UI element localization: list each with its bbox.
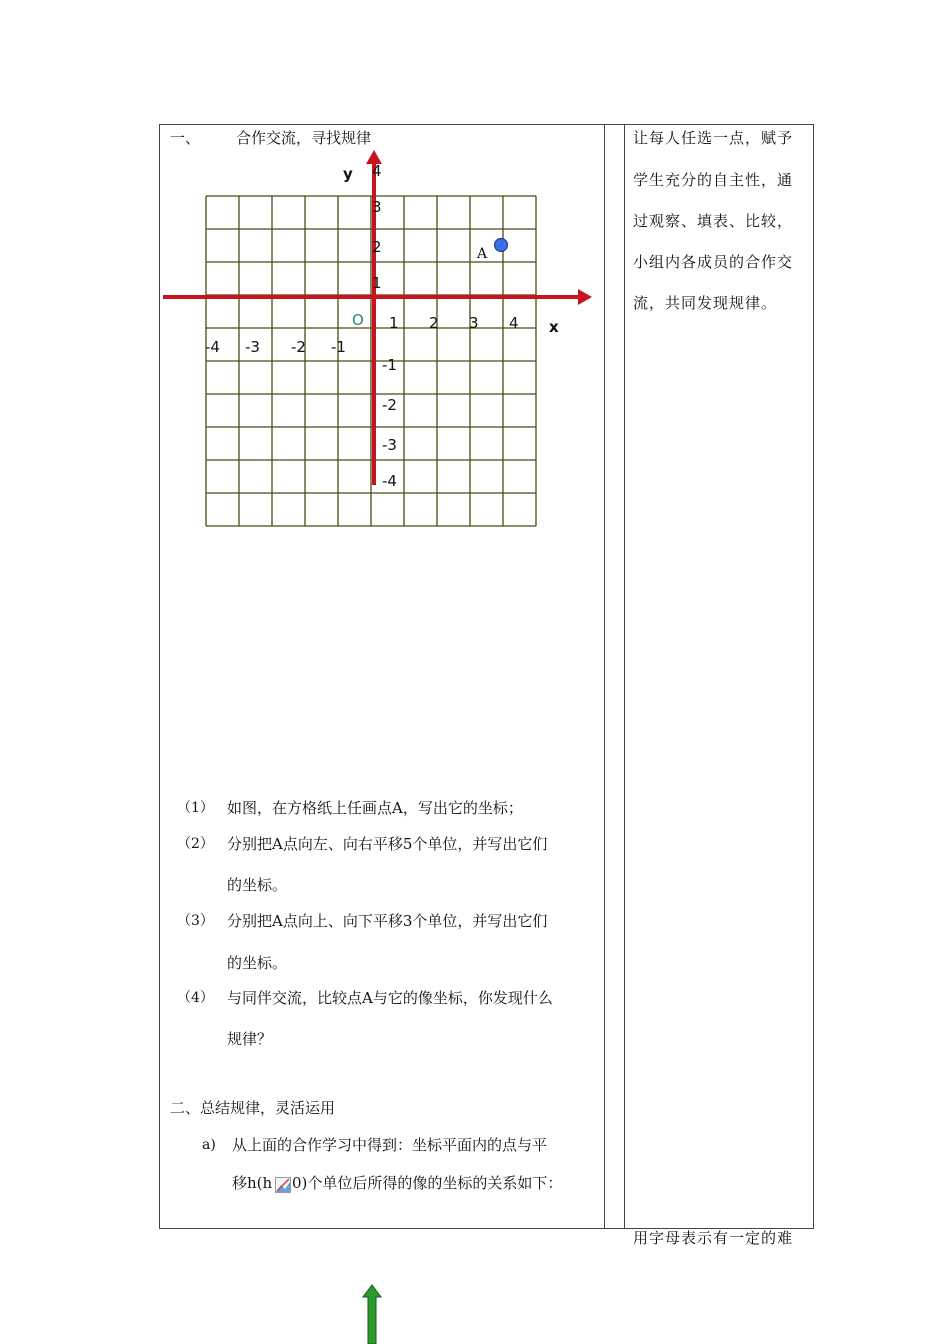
column-divider-2 (624, 124, 625, 1229)
x-tick-neg-1: -1 (331, 338, 346, 356)
question-2-text-cont: 的坐标。 (227, 876, 288, 894)
side-note-line-2: 学生充分的自主性，通 (633, 171, 794, 189)
y-tick-neg-4: -4 (382, 472, 397, 490)
question-1-number: （1） (177, 800, 214, 816)
question-3-number: （3） (177, 913, 214, 929)
y-tick-neg-1: -1 (382, 356, 397, 374)
up-arrow-icon (362, 1284, 382, 1344)
question-2-number: （2） (177, 836, 214, 852)
question-4-number: （4） (177, 990, 214, 1006)
section-1-title: 合作交流，寻找规律 (236, 129, 372, 147)
x-tick-neg-4: -4 (205, 338, 220, 356)
y-tick-3: 3 (372, 198, 382, 216)
y-tick-2: 2 (372, 238, 382, 256)
broken-image-icon (275, 1177, 291, 1193)
origin-label: O (352, 311, 364, 329)
x-tick-2: 2 (429, 314, 439, 332)
section-2-item-line-1: 从上面的合作学习中得到：坐标平面内的点与平 (232, 1136, 548, 1154)
question-4-text-cont: 规律？ (227, 1030, 273, 1048)
y-tick-1: 1 (372, 274, 382, 292)
point-a-marker (495, 239, 508, 252)
y-tick-neg-2: -2 (382, 396, 397, 414)
question-1-text: 如图，在方格纸上任画点A，写出它的坐标； (227, 799, 523, 817)
y-axis-label: y (343, 165, 353, 183)
column-divider-1 (604, 124, 605, 1229)
footer-note: 用字母表示有一定的难 (633, 1229, 794, 1247)
section-2-title: 二、总结规律，灵活运用 (170, 1099, 336, 1117)
x-tick-neg-3: -3 (245, 338, 260, 356)
x-tick-3: 3 (469, 314, 479, 332)
y-tick-4: 4 (372, 162, 382, 180)
section-1-number: 一、 (170, 129, 201, 147)
question-4-text: 与同伴交流，比较点A与它的像坐标，你发现什么 (227, 989, 553, 1007)
question-2-text: 分别把A点向左、向右平移5个单位，并写出它们 (227, 835, 548, 853)
question-3-text: 分别把A点向上、向下平移3个单位，并写出它们 (227, 912, 548, 930)
question-3-text-cont: 的坐标。 (227, 954, 288, 972)
section-2-item-marker: a) (202, 1137, 216, 1153)
x-tick-1: 1 (389, 314, 399, 332)
section-2-item-line-2a: 移h(h (232, 1174, 273, 1192)
point-a-label: A (477, 246, 488, 262)
side-note-line-4: 小组内各成员的合作交 (633, 253, 794, 271)
y-tick-neg-3: -3 (382, 436, 397, 454)
section-2-item-line-2b: 0)个单位后所得的像的坐标的关系如下： (292, 1174, 563, 1192)
x-axis-label: x (549, 318, 559, 336)
x-tick-4: 4 (509, 314, 519, 332)
side-note-line-5: 流，共同发现规律。 (633, 294, 778, 312)
side-note-line-1: 让每人任选一点，赋予 (633, 129, 794, 147)
x-tick-neg-2: -2 (291, 338, 306, 356)
side-note-line-3: 过观察、填表、比较， (633, 212, 794, 230)
